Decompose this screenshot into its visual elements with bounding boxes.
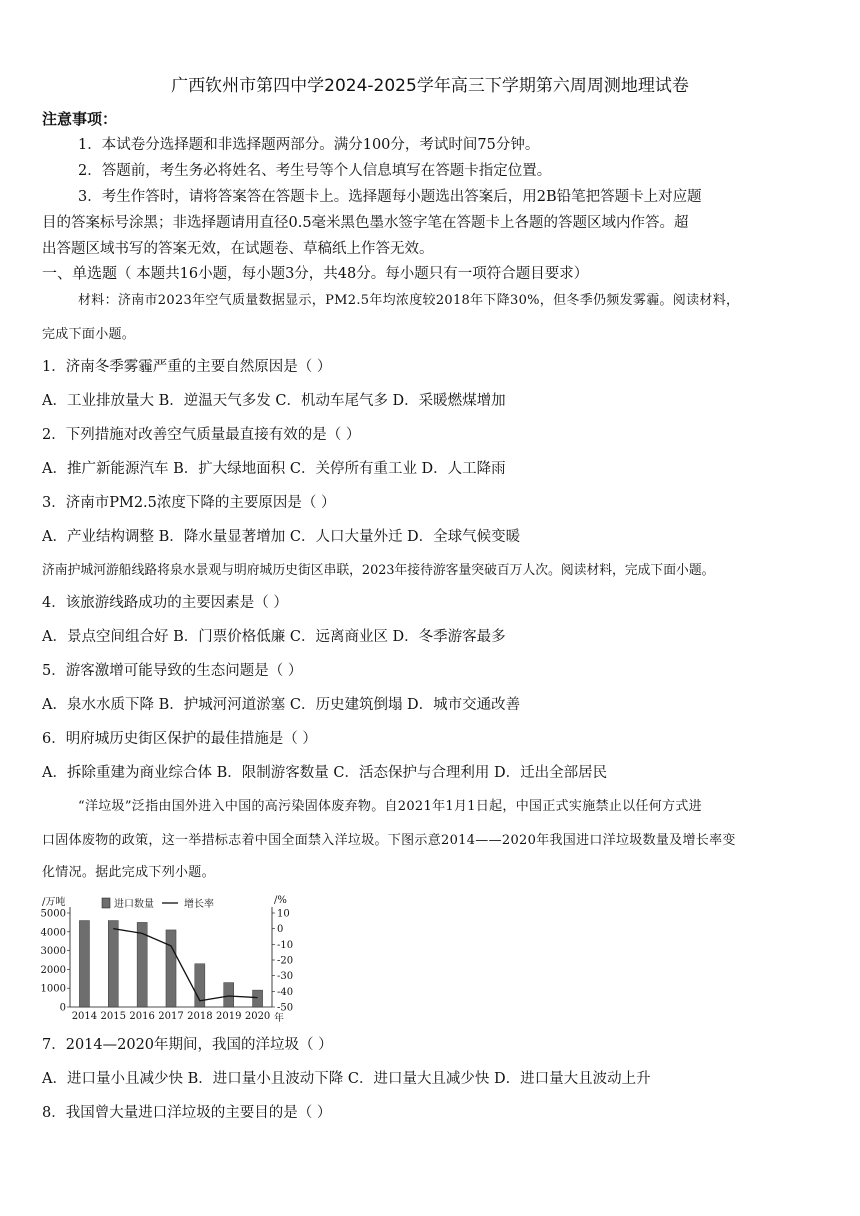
x-tick-label: 2018 xyxy=(187,1011,213,1022)
right-axis-unit: /% xyxy=(274,895,287,906)
question-1-stem: 1．济南冬季雾霾严重的主要自然原因是（ ） xyxy=(42,359,332,375)
right-tick-label: -40 xyxy=(277,986,294,998)
import-bar xyxy=(79,921,89,1007)
exam-title: 广西钦州市第四中学2024-2025学年高三下学期第六周周测地理试卷 xyxy=(171,76,689,96)
question-5-options: A．泉水水质下降 B．护城河河道淤塞 C．历史建筑倒塌 D．城市交通改善 xyxy=(42,697,521,713)
section-1-desc: （ 本题共16小题，每小题3分，共48分。每小题只有一项符合题目要求） xyxy=(117,266,589,282)
x-tick-label: 2014 xyxy=(71,1011,98,1022)
right-tick-label: -10 xyxy=(277,939,294,951)
left-tick-label: 4000 xyxy=(40,927,66,939)
question-2-options: A．推广新能源汽车 B．扩大绿地面积 C．关停所有重工业 D．人工降雨 xyxy=(42,461,506,477)
question-4-stem: 4．该旅游线路成功的主要因素是（ ） xyxy=(42,595,288,611)
material-1-line-1: 材料：济南市2023年空气质量数据显示，PM2.5年均浓度较2018年下降30%，但冬季仍频发雾霾。阅读材料， xyxy=(78,293,740,308)
right-tick-label: -30 xyxy=(277,971,294,983)
notice-item-3-cont-2: 出答题区域书写的答案无效，在试题卷、草稿纸上作答无效。 xyxy=(42,241,434,257)
question-7-options: A．进口量小且减少快 B．进口量小且波动下降 C．进口量大且减少快 D．进口量大且波动上升 xyxy=(42,1071,651,1087)
x-tick-label: 2017 xyxy=(158,1011,184,1022)
import-waste-chart xyxy=(40,893,300,1028)
question-6-options: A．拆除重建为商业综合体 B．限制游客数量 C．活态保护与合理利用 D．迁出全部居民 xyxy=(42,765,608,781)
right-tick-label: -50 xyxy=(277,1002,294,1014)
left-tick-label: 1000 xyxy=(40,983,66,995)
section-1-heading: 一、单选题 xyxy=(42,264,118,282)
left-tick-label: 5000 xyxy=(40,908,66,920)
import-bar xyxy=(253,990,263,1007)
import-bar xyxy=(224,983,234,1007)
growth-rate-line xyxy=(113,929,257,1001)
x-tick-label: 2016 xyxy=(129,1011,155,1022)
right-tick-label: 10 xyxy=(277,908,290,920)
left-tick-label: 3000 xyxy=(40,946,66,958)
material-1-line-2: 完成下面小题。 xyxy=(42,327,136,342)
section-1 xyxy=(42,262,832,285)
notice-item-3: 3．考生作答时，请将答案答在答题卡上。选择题每小题选出答案后，用2B铅笔把答题卡上对应题 xyxy=(78,189,702,205)
notice-item-1: 1．本试卷分选择题和非选择题两部分。满分100分，考试时间75分钟。 xyxy=(78,137,540,153)
legend-bar-label: 进口数量 xyxy=(114,899,154,910)
question-1-options: A．工业排放量大 B．逆温天气多发 C．机动车尾气多 D．采暖燃煤增加 xyxy=(42,393,506,409)
material-2: 济南护城河游船线路将泉水景观与明府城历史街区串联，2023年接待游客量突破百万人次。阅读材料，完成下面小题。 xyxy=(42,563,715,578)
notice-item-2: 2．答题前，考生务必将姓名、考生号等个人信息填写在答题卡指定位置。 xyxy=(78,163,552,179)
question-5-stem: 5．游客激增可能导致的生态问题是（ ） xyxy=(42,663,303,679)
import-bar xyxy=(166,930,176,1007)
material-3-line-2: 口固体废物的政策，这一举措标志着中国全面禁入洋垃圾。下图示意2014——2020年我国进口洋垃圾数量及增长率变 xyxy=(42,833,736,848)
x-axis-unit: 年 xyxy=(274,1013,284,1024)
question-7-stem: 7．2014—2020年期间，我国的洋垃圾（ ） xyxy=(42,1037,333,1053)
x-tick-label: 2019 xyxy=(215,1011,242,1022)
question-4-options: A．景点空间组合好 B．门票价格低廉 C．远离商业区 D．冬季游客最多 xyxy=(42,629,506,645)
left-tick-label: 0 xyxy=(59,1002,66,1014)
left-tick-label: 2000 xyxy=(40,964,66,976)
x-tick-label: 2020 xyxy=(244,1011,271,1022)
legend-line-label: 增长率 xyxy=(184,899,214,910)
question-2-stem: 2．下列措施对改善空气质量最直接有效的是（ ） xyxy=(42,427,361,443)
x-tick-label: 2015 xyxy=(100,1011,127,1022)
right-tick-label: 0 xyxy=(277,924,284,936)
question-3-options: A．产业结构调整 B．降水量显著增加 C．人口大量外迁 D．全球气候变暖 xyxy=(42,529,521,545)
import-bar xyxy=(108,921,118,1007)
material-3-line-3: 化情况。据此完成下列小题。 xyxy=(42,865,215,880)
left-axis-unit: /万吨 xyxy=(42,897,66,908)
material-3-line-1: “洋垃圾”泛指由国外进入中国的高污染固体废弃物。自2021年1月1日起，中国正式实施禁止以任何方式进 xyxy=(78,799,702,814)
question-8-stem: 8．我国曾大量进口洋垃圾的主要目的是（ ） xyxy=(42,1105,332,1121)
right-tick-label: -20 xyxy=(277,955,294,967)
notice-item-3-cont-1: 目的答案标号涂黑；非选择题请用直径0.5毫米黑色墨水签字笔在答题卡上各题的答题区域内作答。超 xyxy=(42,215,689,231)
question-6-stem: 6．明府城历史街区保护的最佳措施是（ ） xyxy=(42,731,317,747)
legend-bar-swatch xyxy=(102,898,110,908)
notice-heading: 注意事项： xyxy=(42,110,118,128)
question-3-stem: 3．济南市PM2.5浓度下降的主要原因是（ ） xyxy=(42,495,336,511)
